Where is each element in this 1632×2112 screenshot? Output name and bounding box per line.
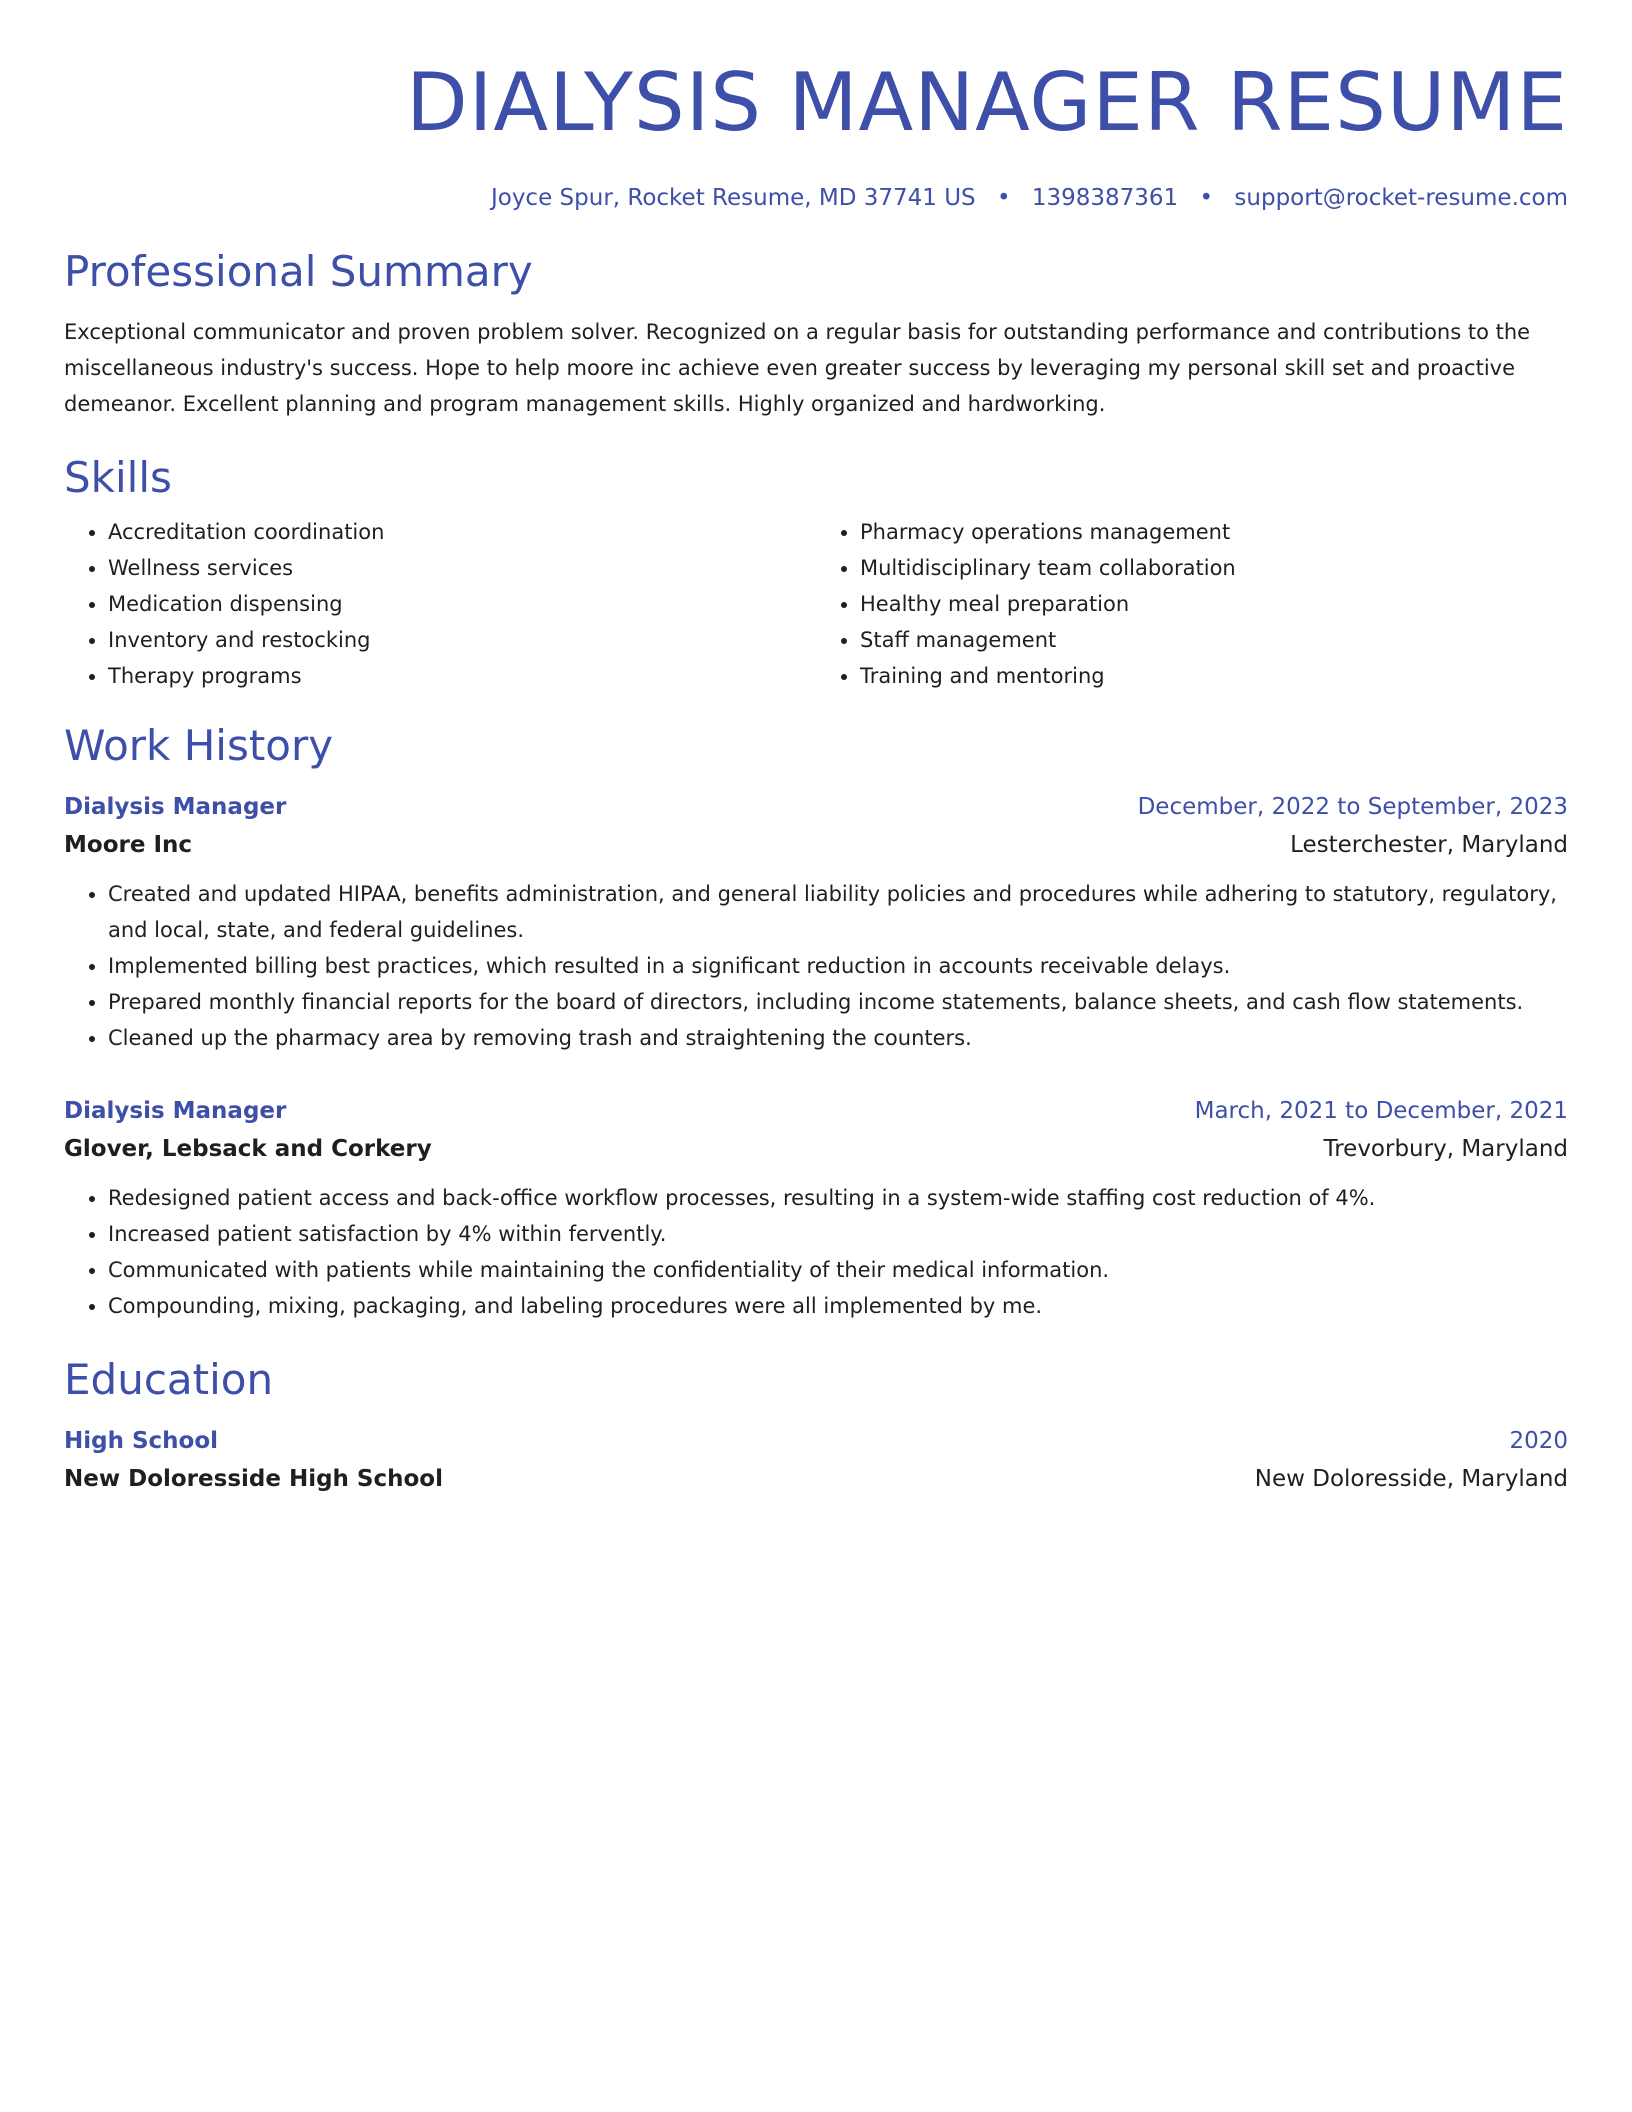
job-header-row: [64, 1092, 1568, 1130]
education-section: [64, 1352, 1568, 1498]
job-company: Glover, Lebsack and Corkery: [64, 1136, 432, 1162]
job-entry: [64, 1092, 1568, 1324]
skill-item: • Therapy programs: [108, 658, 816, 694]
job-dates: December, 2022 to September, 2023: [1137, 794, 1568, 820]
job-bullets: [64, 1180, 1568, 1324]
job-dates: March, 2021 to December, 2021: [1194, 1098, 1568, 1124]
contact-separator: •: [996, 185, 1011, 211]
skills-column-left: [64, 514, 816, 694]
education-entry: [64, 1422, 1568, 1498]
work-history-section: [64, 718, 1568, 1324]
job-bullet: • Implemented billing best practices, which resulted in a significant reduction in accounts receivable delays.: [108, 948, 1568, 984]
skill-item: • Training and mentoring: [860, 658, 1568, 694]
job-bullet: • Prepared monthly financial reports for the board of directors, including income statements, balance sheets, and cash flow statements.: [108, 984, 1568, 1020]
education-header-row: [64, 1422, 1568, 1460]
skill-item: • Staff management: [860, 622, 1568, 658]
job-company-row: [64, 1130, 1568, 1168]
job-location: Trevorbury, Maryland: [1323, 1136, 1568, 1162]
job-location: Lesterchester, Maryland: [1290, 832, 1568, 858]
section-heading-education: Education: [64, 1355, 274, 1404]
professional-summary-section: [64, 244, 1568, 422]
contact-email: support@rocket-resume.com: [1234, 185, 1568, 211]
summary-text: Exceptional communicator and proven problem solver. Recognized on a regular basis for outstanding performance and contributions to the miscellaneous industry's success. Hope to help moore inc achieve even greater success by leveraging my personal skill set and proactive demeanor. Excellent planning and program management skills. Highly organized and hardworking.: [64, 320, 1531, 416]
skill-item: • Pharmacy operations management: [860, 514, 1568, 550]
education-degree: High School: [64, 1428, 219, 1454]
job-title: Dialysis Manager: [64, 1098, 287, 1124]
skill-item: • Accreditation coordination: [108, 514, 816, 550]
job-company-row: [64, 826, 1568, 864]
contact-separator: •: [1199, 185, 1214, 211]
education-school-row: [64, 1460, 1568, 1498]
contact-phone: 1398387361: [1031, 185, 1179, 211]
job-bullet: • Created and updated HIPAA, benefits administration, and general liability policies and procedures while adhering to statutory, regulatory, and local, state, and federal guidelines.: [108, 876, 1568, 948]
job-title: Dialysis Manager: [64, 794, 287, 820]
contact-line: [64, 182, 1568, 214]
job-entry: [64, 788, 1568, 1056]
skills-column-right: [816, 514, 1568, 694]
section-heading-skills: Skills: [64, 453, 172, 502]
skill-item: • Inventory and restocking: [108, 622, 816, 658]
job-company: Moore Inc: [64, 832, 193, 858]
education-location: New Doloresside, Maryland: [1254, 1466, 1568, 1492]
job-bullet: • Increased patient satisfaction by 4% within fervently.: [108, 1216, 1568, 1252]
skill-item: • Wellness services: [108, 550, 816, 586]
skill-item: • Healthy meal preparation: [860, 586, 1568, 622]
skills-section: [64, 450, 1568, 694]
job-bullet: • Cleaned up the pharmacy area by removing trash and straightening the counters.: [108, 1020, 1568, 1056]
job-header-row: [64, 788, 1568, 826]
resume-header: [64, 48, 1568, 214]
section-heading-summary: Professional Summary: [64, 247, 533, 296]
job-bullets: [64, 876, 1568, 1056]
job-bullet: • Compounding, mixing, packaging, and labeling procedures were all implemented by me.: [108, 1288, 1568, 1324]
resume-title: DIALYSIS MANAGER RESUME: [406, 56, 1568, 149]
skills-grid: [64, 514, 1568, 694]
education-year: 2020: [1509, 1428, 1568, 1454]
skill-item: • Medication dispensing: [108, 586, 816, 622]
section-heading-work: Work History: [64, 721, 334, 770]
education-school: New Doloresside High School: [64, 1466, 443, 1492]
skill-item: • Multidisciplinary team collaboration: [860, 550, 1568, 586]
job-bullet: • Communicated with patients while maintaining the confidentiality of their medical information.: [108, 1252, 1568, 1288]
contact-address: Joyce Spur, Rocket Resume, MD 37741 US: [490, 185, 976, 211]
job-bullet: • Redesigned patient access and back-office workflow processes, resulting in a system-wide staffing cost reduction of 4%.: [108, 1180, 1568, 1216]
